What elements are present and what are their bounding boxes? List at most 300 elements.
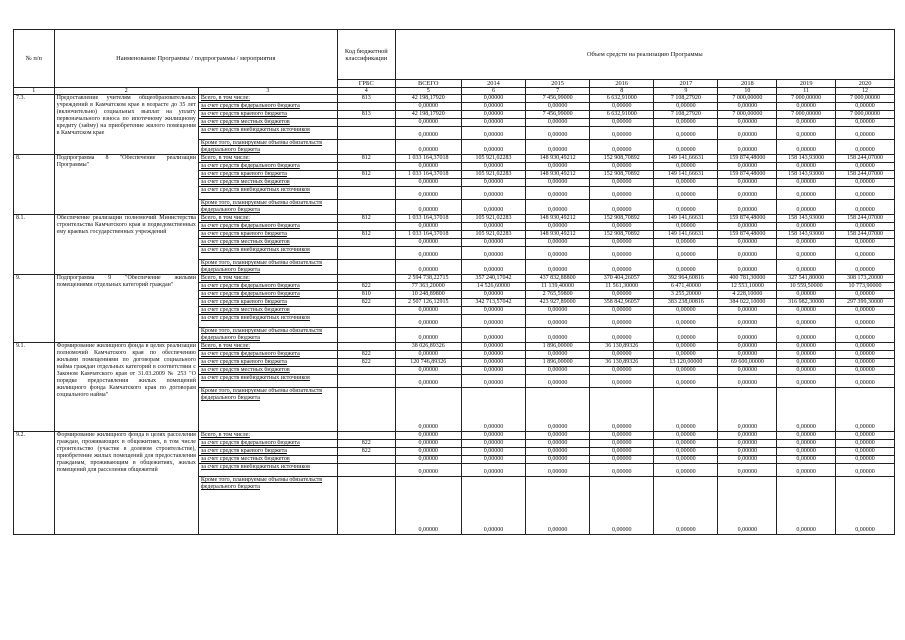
funding-source: за счет средств местных бюджетов [198, 456, 337, 464]
amount-cell: 316 982,30000 [777, 299, 836, 307]
amount-cell: 0,00000 [395, 440, 461, 448]
amount-cell: 0,00000 [836, 179, 895, 187]
amount-cell: 148 930,49212 [526, 155, 590, 163]
table-row [14, 432, 895, 440]
amount-cell: 0,00000 [461, 260, 525, 275]
amount-cell: 14 526,60000 [461, 283, 525, 291]
year-header: 2020 [836, 80, 895, 88]
grbs-header: ГРБС [337, 80, 395, 88]
amount-cell: 0,00000 [777, 315, 836, 328]
grbs-code [337, 103, 395, 111]
amount-cell: 0,00000 [461, 179, 525, 187]
amount-cell: 0,00000 [395, 187, 461, 200]
amount-cell: 0,00000 [395, 456, 461, 464]
amount-cell: 0,00000 [836, 140, 895, 155]
amount-cell: 0,00000 [590, 315, 654, 328]
amount-cell: 7 000,00000 [777, 95, 836, 103]
col-name-header: Наименование Программы / подпрограммы / мероприятия [54, 30, 337, 88]
amount-cell: 0,00000 [461, 375, 525, 388]
amount-cell: 149 141,66631 [654, 155, 718, 163]
amount-cell: 0,00000 [590, 163, 654, 171]
amount-cell: 6 471,40000 [654, 283, 718, 291]
amount-cell: 0,00000 [461, 432, 525, 440]
amount-cell: 0,00000 [654, 464, 718, 477]
table-row [14, 215, 895, 223]
amount-cell: 1 896,00000 [526, 359, 590, 367]
funding-source: Всего, в том числе: [198, 215, 337, 223]
funding-source: за счет средств краевого бюджета [198, 448, 337, 456]
grbs-code: 822 [337, 299, 395, 307]
funding-source: Кроме того, планируемые объемы обязательств федерального бюджета [198, 477, 337, 535]
amount-cell: 357 240,17042 [461, 275, 525, 283]
grbs-code [337, 163, 395, 171]
amount-cell: 0,00000 [718, 328, 777, 343]
amount-cell: 0,00000 [718, 223, 777, 231]
amount-cell: 0,00000 [461, 119, 525, 127]
amount-cell: 1 033 164,37018 [395, 231, 461, 239]
row-number: 9.2. [14, 432, 55, 535]
amount-cell: 6 632,91000 [590, 95, 654, 103]
amount-cell: 0,00000 [395, 464, 461, 477]
amount-cell: 0,00000 [526, 163, 590, 171]
grbs-code [337, 275, 395, 283]
grbs-code [337, 315, 395, 328]
amount-cell: 0,00000 [461, 247, 525, 260]
amount-cell: 0,00000 [590, 119, 654, 127]
amount-cell: 0,00000 [461, 95, 525, 103]
amount-cell: 152 908,70892 [590, 231, 654, 239]
amount-cell: 38 026,89326 [395, 343, 461, 351]
amount-cell: 342 713,57042 [461, 299, 525, 307]
amount-cell: 0,00000 [836, 307, 895, 315]
amount-cell: 0,00000 [654, 432, 718, 440]
amount-cell: 11 561,30000 [590, 283, 654, 291]
amount-cell: 0,00000 [654, 343, 718, 351]
funding-source: за счет средств федерального бюджета [198, 440, 337, 448]
amount-cell: 2 507 126,12915 [395, 299, 461, 307]
amount-cell: 0,00000 [526, 200, 590, 215]
amount-cell: 0,00000 [836, 328, 895, 343]
amount-cell: 0,00000 [654, 260, 718, 275]
amount-cell: 0,00000 [654, 200, 718, 215]
amount-cell: 0,00000 [777, 343, 836, 351]
funding-source: Кроме того, планируемые объемы обязательств федерального бюджета [198, 200, 337, 215]
amount-cell: 13 120,00000 [654, 359, 718, 367]
amount-cell: 0,00000 [461, 187, 525, 200]
amount-cell: 0,00000 [395, 247, 461, 260]
amount-cell: 0,00000 [526, 351, 590, 359]
row-number: 8.1. [14, 215, 55, 275]
grbs-code: 822 [337, 351, 395, 359]
amount-cell: 0,00000 [395, 375, 461, 388]
amount-cell: 0,00000 [777, 307, 836, 315]
amount-cell: 0,00000 [526, 477, 590, 535]
amount-cell: 0,00000 [718, 119, 777, 127]
amount-cell: 0,00000 [718, 432, 777, 440]
amount-cell: 149 141,66631 [654, 231, 718, 239]
amount-cell: 7 456,99000 [526, 111, 590, 119]
amount-cell: 0,00000 [777, 432, 836, 440]
amount-cell: 0,00000 [590, 388, 654, 432]
amount-cell: 0,00000 [461, 223, 525, 231]
amount-cell: 120 746,89326 [395, 359, 461, 367]
funding-source: Кроме того, планируемые объемы обязательств федерального бюджета [198, 328, 337, 343]
amount-cell: 159 874,48000 [718, 231, 777, 239]
amount-cell: 152 908,70892 [590, 171, 654, 179]
amount-cell: 0,00000 [836, 187, 895, 200]
amount-cell: 0,00000 [461, 351, 525, 359]
amount-cell: 0,00000 [590, 260, 654, 275]
amount-cell: 0,00000 [461, 359, 525, 367]
amount-cell: 0,00000 [654, 103, 718, 111]
year-header: 2015 [526, 80, 590, 88]
column-index: 7 [526, 88, 590, 95]
amount-cell: 0,00000 [836, 367, 895, 375]
amount-cell: 0,00000 [718, 448, 777, 456]
amount-cell: 0,00000 [526, 127, 590, 140]
amount-cell: 0,00000 [654, 239, 718, 247]
amount-cell: 0,00000 [654, 448, 718, 456]
column-index: 4 [337, 88, 395, 95]
amount-cell: 7 456,99000 [526, 95, 590, 103]
amount-cell: 0,00000 [836, 200, 895, 215]
amount-cell: 0,00000 [395, 223, 461, 231]
amount-cell: 0,00000 [777, 179, 836, 187]
funding-source: за счет средств местных бюджетов [198, 119, 337, 127]
amount-cell: 0,00000 [777, 388, 836, 432]
amount-cell: 0,00000 [590, 239, 654, 247]
grbs-code: 813 [337, 111, 395, 119]
amount-cell: 0,00000 [526, 140, 590, 155]
grbs-code [337, 179, 395, 187]
funding-source: за счет средств федерального бюджета [198, 291, 337, 299]
funding-source: за счет средств федерального бюджета [198, 223, 337, 231]
grbs-code: 812 [337, 215, 395, 223]
amount-cell: 105 921,02283 [461, 171, 525, 179]
column-index: 8 [590, 88, 654, 95]
grbs-code [337, 260, 395, 275]
amount-cell: 0,00000 [777, 127, 836, 140]
amount-cell: 0,00000 [718, 200, 777, 215]
amount-cell: 158 244,07000 [836, 171, 895, 179]
funding-source: Кроме того, планируемые объемы обязательств федерального бюджета [198, 260, 337, 275]
program-name: Формирование жилищного фонда в целях расселения граждан, проживающих в общежитиях, в том числе строительство (участие в долевом строительстве), приобретение жилых помещений для предоставления гражданам, проживающим в общежитиях, жилых помещений для расселения общежитий [54, 432, 198, 535]
amount-cell: 7 000,00000 [718, 111, 777, 119]
amount-cell: 0,00000 [526, 432, 590, 440]
amount-cell: 0,00000 [836, 432, 895, 440]
year-header: 2018 [718, 80, 777, 88]
amount-cell: 105 921,02283 [461, 215, 525, 223]
amount-cell: 0,00000 [718, 187, 777, 200]
amount-cell: 0,00000 [395, 103, 461, 111]
funding-source: за счет средств федерального бюджета [198, 283, 337, 291]
amount-cell: 0,00000 [777, 119, 836, 127]
amount-cell: 0,00000 [395, 163, 461, 171]
amount-cell: 423 927,89000 [526, 299, 590, 307]
program-name: Подпрограмма 9 "Обеспечение жилыми помещениями отдельных категорий граждан" [54, 275, 198, 343]
amount-cell: 0,00000 [654, 440, 718, 448]
amount-cell: 42 198,17920 [395, 111, 461, 119]
table-row [14, 275, 895, 283]
amount-cell: 0,00000 [526, 464, 590, 477]
amount-cell: 1 033 164,37018 [395, 171, 461, 179]
amount-cell: 0,00000 [718, 307, 777, 315]
grbs-code [337, 367, 395, 375]
amount-cell: 0,00000 [777, 351, 836, 359]
amount-cell: 0,00000 [777, 163, 836, 171]
program-name: Предоставление учителям общеобразовательных учреждений в Камчатском крае в возрасте до 35 лет (включительно) социальных выплат на уплату первоначального взноса по ипотечному жилищному кредиту (займу) на приобретение жилого помещения в Камчатском крае [54, 95, 198, 155]
amount-cell: 0,00000 [461, 163, 525, 171]
funding-source: за счет средств внебюджетных источников [198, 375, 337, 388]
amount-cell: 0,00000 [395, 307, 461, 315]
grbs-code [337, 200, 395, 215]
amount-cell: 0,00000 [395, 127, 461, 140]
funding-source: за счет средств местных бюджетов [198, 179, 337, 187]
grbs-code: 813 [337, 95, 395, 103]
grbs-code [337, 432, 395, 440]
amount-cell: 0,00000 [590, 187, 654, 200]
amount-cell: 358 842,96057 [590, 299, 654, 307]
grbs-code [337, 187, 395, 200]
funding-source: за счет средств внебюджетных источников [198, 315, 337, 328]
amount-cell: 0,00000 [395, 432, 461, 440]
amount-cell: 159 874,48000 [718, 215, 777, 223]
amount-cell: 0,00000 [526, 187, 590, 200]
amount-cell: 0,00000 [718, 127, 777, 140]
amount-cell: 0,00000 [836, 343, 895, 351]
grbs-code [337, 119, 395, 127]
amount-cell: 0,00000 [590, 307, 654, 315]
funding-source: Всего, в том числе: [198, 95, 337, 103]
amount-cell: 0,00000 [590, 328, 654, 343]
amount-cell: 0,00000 [718, 163, 777, 171]
amount-cell: 0,00000 [526, 239, 590, 247]
amount-cell: 0,00000 [777, 440, 836, 448]
amount-cell: 158 244,07000 [836, 215, 895, 223]
amount-cell: 0,00000 [836, 456, 895, 464]
amount-cell: 105 921,02283 [461, 231, 525, 239]
amount-cell: 0,00000 [777, 448, 836, 456]
amount-cell: 0,00000 [836, 239, 895, 247]
amount-cell: 0,00000 [590, 200, 654, 215]
amount-cell: 0,00000 [777, 375, 836, 388]
amount-cell: 0,00000 [461, 388, 525, 432]
program-name: Формирование жилищного фонда в целях реализации полномочий Камчатского края по обеспечению жилыми помещениями по договорам социального найма граждан отдельных категорий в соответствии с Законом Камчатского края от 31.03.2009 № 253 "О порядке предоставления жилых помещений жилищного фонда Камчатского края по договорам социального найма" [54, 343, 198, 432]
amount-cell: 0,00000 [777, 239, 836, 247]
amount-cell: 0,00000 [590, 103, 654, 111]
amount-cell: 0,00000 [526, 260, 590, 275]
column-index: 12 [836, 88, 895, 95]
amount-cell: 0,00000 [526, 388, 590, 432]
funding-source: за счет средств краевого бюджета [198, 359, 337, 367]
grbs-code [337, 328, 395, 343]
row-number: 9.1. [14, 343, 55, 432]
amount-cell: 10 559,50000 [777, 283, 836, 291]
amount-cell: 0,00000 [461, 127, 525, 140]
amount-cell: 4 228,10000 [718, 291, 777, 299]
funding-source: за счет средств федерального бюджета [198, 351, 337, 359]
amount-cell: 158 244,07000 [836, 231, 895, 239]
amount-cell: 11 139,40000 [526, 283, 590, 291]
amount-cell: 0,00000 [526, 440, 590, 448]
amount-cell: 0,00000 [461, 315, 525, 328]
amount-cell: 0,00000 [395, 477, 461, 535]
amount-cell: 0,00000 [836, 127, 895, 140]
amount-cell: 10 248,89800 [395, 291, 461, 299]
funding-source: Всего, в том числе: [198, 343, 337, 351]
amount-cell: 148 930,49212 [526, 171, 590, 179]
column-index: 6 [461, 88, 525, 95]
amount-cell: 36 130,89326 [590, 359, 654, 367]
funding-source: Кроме того, планируемые объемы обязательств федерального бюджета [198, 388, 337, 432]
funding-source: за счет средств краевого бюджета [198, 171, 337, 179]
amount-cell: 0,00000 [461, 440, 525, 448]
amount-cell: 0,00000 [461, 291, 525, 299]
amount-cell: 0,00000 [526, 119, 590, 127]
amount-cell: 0,00000 [718, 456, 777, 464]
amount-cell: 0,00000 [777, 367, 836, 375]
year-header: 2014 [461, 80, 525, 88]
amount-cell: 0,00000 [526, 448, 590, 456]
amount-cell: 0,00000 [777, 464, 836, 477]
amount-cell: 0,00000 [654, 367, 718, 375]
amount-cell: 0,00000 [590, 448, 654, 456]
funding-source: за счет средств внебюджетных источников [198, 247, 337, 260]
amount-cell: 0,00000 [461, 239, 525, 247]
amount-cell: 0,00000 [718, 140, 777, 155]
funding-source: Всего, в том числе: [198, 275, 337, 283]
year-header: ВСЕГО [395, 80, 461, 88]
amount-cell: 3 255,20000 [654, 291, 718, 299]
amount-cell: 0,00000 [461, 477, 525, 535]
amount-cell: 0,00000 [777, 328, 836, 343]
amount-cell: 7 108,27920 [654, 95, 718, 103]
amount-cell: 0,00000 [718, 343, 777, 351]
amount-cell: 0,00000 [718, 351, 777, 359]
amount-cell: 0,00000 [836, 119, 895, 127]
amount-cell: 0,00000 [654, 477, 718, 535]
amount-cell: 159 874,48000 [718, 155, 777, 163]
grbs-code: 822 [337, 440, 395, 448]
year-header: 2017 [654, 80, 718, 88]
amount-cell: 0,00000 [395, 239, 461, 247]
amount-cell: 0,00000 [836, 464, 895, 477]
amount-cell: 0,00000 [654, 163, 718, 171]
amount-cell: 0,00000 [526, 307, 590, 315]
amount-cell: 0,00000 [654, 247, 718, 260]
amount-cell: 0,00000 [461, 343, 525, 351]
amount-cell: 0,00000 [718, 388, 777, 432]
amount-cell: 0,00000 [461, 140, 525, 155]
amount-cell: 0,00000 [526, 223, 590, 231]
amount-cell: 0,00000 [654, 179, 718, 187]
amount-cell: 0,00000 [461, 111, 525, 119]
amount-cell: 0,00000 [526, 375, 590, 388]
column-index: 5 [395, 88, 461, 95]
amount-cell: 0,00000 [590, 440, 654, 448]
amount-cell: 0,00000 [590, 432, 654, 440]
amount-cell: 0,00000 [654, 315, 718, 328]
amount-cell: 0,00000 [777, 291, 836, 299]
amount-cell: 0,00000 [461, 464, 525, 477]
amount-cell: 0,00000 [654, 119, 718, 127]
amount-cell: 0,00000 [590, 464, 654, 477]
amount-cell: 158 143,93000 [777, 155, 836, 163]
col-code-header: Код бюджетной классификации [337, 30, 395, 80]
grbs-code [337, 456, 395, 464]
amount-cell: 0,00000 [718, 239, 777, 247]
amount-cell: 0,00000 [836, 477, 895, 535]
column-index: 3 [198, 88, 337, 95]
amount-cell: 0,00000 [777, 200, 836, 215]
amount-cell: 158 244,07000 [836, 155, 895, 163]
amount-cell: 0,00000 [395, 388, 461, 432]
amount-cell: 1 033 164,37018 [395, 155, 461, 163]
amount-cell: 0,00000 [777, 456, 836, 464]
amount-cell: 0,00000 [590, 247, 654, 260]
grbs-code [337, 388, 395, 432]
amount-cell: 0,00000 [836, 291, 895, 299]
amount-cell: 0,00000 [777, 140, 836, 155]
amount-cell: 0,00000 [590, 351, 654, 359]
amount-cell: 0,00000 [718, 315, 777, 328]
year-header: 2016 [590, 80, 654, 88]
table-row [14, 343, 895, 351]
amount-cell: 6 632,91000 [590, 111, 654, 119]
col-number-header: № п/п [14, 30, 55, 88]
amount-cell: 0,00000 [654, 127, 718, 140]
amount-cell: 0,00000 [836, 440, 895, 448]
amount-cell: 437 832,88800 [526, 275, 590, 283]
grbs-code [337, 307, 395, 315]
funding-source: за счет средств внебюджетных источников [198, 187, 337, 200]
amount-cell: 0,00000 [395, 367, 461, 375]
funding-source: за счет средств местных бюджетов [198, 367, 337, 375]
amount-cell: 0,00000 [718, 375, 777, 388]
amount-cell: 152 908,70892 [590, 155, 654, 163]
amount-cell: 0,00000 [777, 187, 836, 200]
amount-cell: 0,00000 [836, 375, 895, 388]
grbs-code [337, 140, 395, 155]
amount-cell: 7 000,00000 [777, 111, 836, 119]
amount-cell: 0,00000 [777, 103, 836, 111]
grbs-code [337, 477, 395, 535]
amount-cell: 0,00000 [654, 351, 718, 359]
amount-cell: 148 930,49212 [526, 215, 590, 223]
amount-cell: 0,00000 [590, 223, 654, 231]
amount-cell: 158 143,93000 [777, 231, 836, 239]
amount-cell: 69 600,00000 [718, 359, 777, 367]
amount-cell: 0,00000 [836, 247, 895, 260]
column-index: 2 [54, 88, 198, 95]
grbs-code: 812 [337, 155, 395, 163]
amount-cell: 0,00000 [590, 140, 654, 155]
grbs-code [337, 375, 395, 388]
funding-source: за счет средств краевого бюджета [198, 299, 337, 307]
amount-cell: 149 141,66631 [654, 171, 718, 179]
amount-cell: 0,00000 [654, 187, 718, 200]
amount-cell: 392 964,60816 [654, 275, 718, 283]
grbs-code: 822 [337, 359, 395, 367]
amount-cell: 0,00000 [836, 103, 895, 111]
amount-cell: 2 765,59800 [526, 291, 590, 299]
amount-cell: 0,00000 [777, 359, 836, 367]
amount-cell: 1 896,00000 [526, 343, 590, 351]
amount-cell: 7 108,27920 [654, 111, 718, 119]
amount-cell: 0,00000 [461, 456, 525, 464]
amount-cell: 2 594 738,22715 [395, 275, 461, 283]
amount-cell: 1 033 164,37018 [395, 215, 461, 223]
